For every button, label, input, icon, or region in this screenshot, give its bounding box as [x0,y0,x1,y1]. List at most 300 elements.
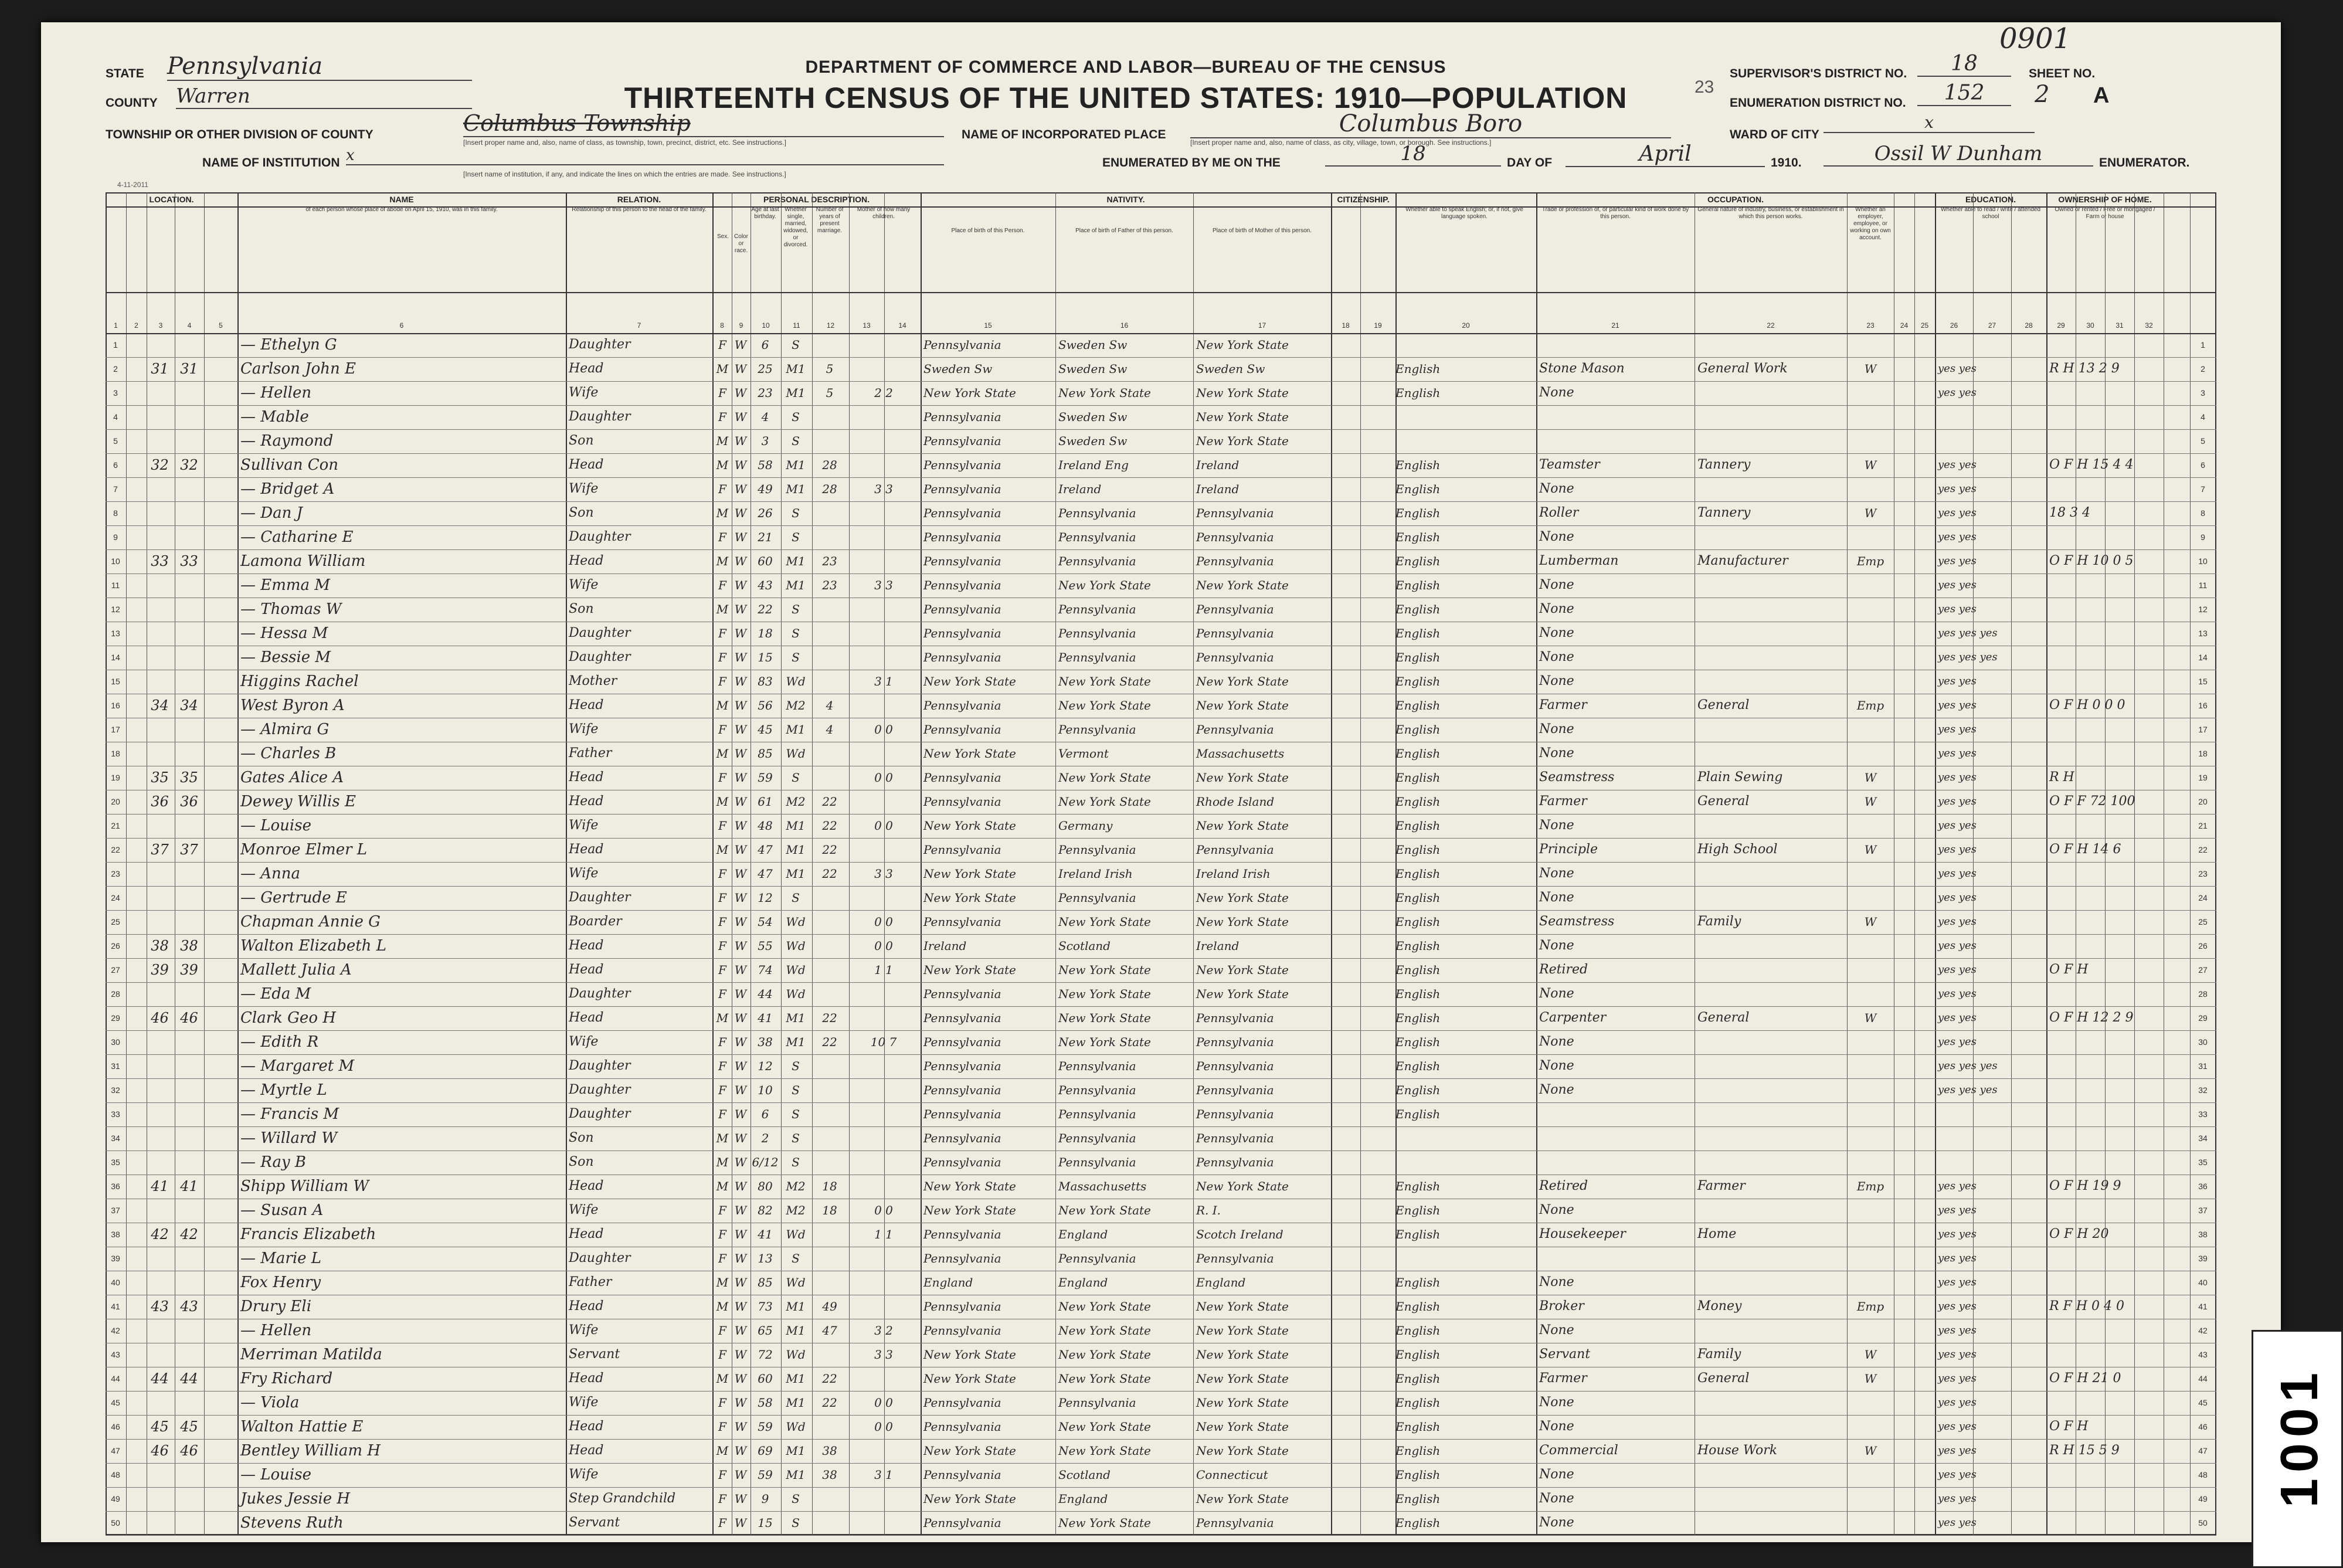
line-number: 33 [111,1109,120,1119]
table-row [106,501,2216,525]
column-number: 23 [1866,321,1875,330]
sex: F [718,1348,726,1362]
age: 47 [758,843,773,857]
table-row [106,982,2216,1006]
township-note: [Insert proper name and, also, name of class, as township, town, precinct, district, etc. See instructions.] [463,138,786,147]
education: yes yes [1938,386,1977,399]
column-number: 13 [863,321,871,330]
years-married: 38 [822,1468,837,1482]
trade: None [1539,866,1574,881]
employer-status: Emp [1856,698,1884,712]
birth-mother: New York State [1196,891,1289,905]
census-table [106,192,2216,1535]
race: W [734,843,747,857]
family-number: 33 [180,553,198,569]
marital-status: M1 [786,1323,806,1338]
relation: Wife [569,481,599,496]
trade: Commercial [1539,1443,1618,1458]
relation: Wife [569,818,599,833]
marital-status: M1 [786,1444,806,1458]
birth-mother: Pennsylvania [1196,1035,1274,1049]
marital-status: M1 [786,1468,806,1482]
line-number-right: 45 [2198,1398,2208,1407]
birth-mother: New York State [1196,1420,1289,1434]
birth-person: Pennsylvania [923,843,1001,857]
relation: Father [569,746,612,761]
person-name: — Catharine E [240,528,354,546]
column-number: 18 [1342,321,1350,330]
children: 0 0 [874,1203,893,1217]
trade: None [1539,1275,1574,1289]
person-name: — Willard W [240,1129,338,1147]
language: English [1395,771,1441,785]
person-name: — Mable [240,408,309,426]
age: 6 [761,338,769,352]
trade: None [1539,481,1574,496]
header-relation: Relationship of this person to the head of the family. [572,206,707,213]
dwelling-number: 31 [151,361,169,377]
age: 49 [758,482,773,496]
group-nativity: NATIVITY. [1106,195,1145,204]
sex: F [718,1323,726,1338]
person-name: — Ethelyn G [240,336,337,354]
person-name: Chapman Annie G [240,913,381,931]
table-row [106,453,2216,477]
relation: Step Grandchild [569,1491,676,1506]
birth-person: New York State [923,386,1016,400]
person-name: — Marie L [240,1250,322,1267]
marital-status: M1 [786,386,806,400]
column-number: 4 [187,321,192,330]
table-row [106,886,2216,910]
marital-status: S [792,1059,800,1073]
race: W [734,795,747,809]
education: yes yes [1938,459,1977,471]
marital-status: M1 [786,819,806,833]
children: 0 0 [874,939,893,953]
line-number: 2 [113,364,118,374]
person-name: Mallett Julia A [240,961,352,979]
age: 61 [758,795,773,809]
relation: Daughter [569,890,631,905]
industry: Home [1697,1227,1737,1241]
line-number-right: 13 [2198,629,2208,638]
trade: Retired [1539,962,1588,977]
column-number: 21 [1611,321,1619,330]
sex: M [716,554,729,568]
race: W [734,963,747,977]
education: yes yes yes [1938,1084,1998,1096]
line-number-right: 38 [2198,1230,2208,1239]
relation: Wife [569,1395,599,1410]
relation: Head [569,554,604,568]
birth-father: Pennsylvania [1058,1059,1136,1073]
children: 2 2 [874,386,893,400]
age: 47 [758,867,773,881]
side-number: 23 [1695,77,1714,97]
header-sex: Sex. [717,233,729,240]
birth-father: Pennsylvania [1058,1083,1136,1097]
sex: F [718,1468,726,1482]
years-married: 23 [822,554,837,568]
person-name: — Louise [240,1466,311,1484]
line-number: 32 [111,1085,120,1095]
birth-mother: Pennsylvania [1196,1516,1274,1530]
family-number: 39 [180,962,198,978]
race: W [734,771,747,785]
column-number: 28 [2025,321,2033,330]
sex: M [716,1299,729,1314]
relation: Wife [569,1323,599,1338]
birth-person: Pennsylvania [923,1083,1001,1097]
table-row [106,1439,2216,1463]
sex: F [718,530,726,544]
trade: Principle [1539,842,1598,857]
race: W [734,1492,747,1506]
race: W [734,1348,747,1362]
education: yes yes yes [1938,651,1998,663]
birth-father: New York State [1058,674,1151,688]
person-name: Bentley William H [240,1442,381,1460]
family-number: 44 [180,1370,198,1387]
sex: F [718,819,726,833]
language: English [1395,843,1441,857]
education: yes yes [1938,1300,1977,1312]
table-row [106,766,2216,790]
column-number: 2 [134,321,138,330]
line-number: 27 [111,965,120,975]
birth-mother: Pennsylvania [1196,602,1274,616]
family-number: 35 [180,769,198,786]
employer-status: Emp [1856,554,1884,568]
age: 21 [758,530,773,544]
education: yes yes [1938,1180,1977,1192]
person-name: Stevens Ruth [240,1514,344,1532]
employer-status: W [1864,843,1877,857]
group-personal: PERSONAL DESCRIPTION. [763,195,870,204]
race: W [734,338,747,352]
age: 4 [761,410,769,424]
education: yes yes [1938,531,1977,543]
relation: Head [569,794,604,809]
line-number: 35 [111,1158,120,1167]
education: yes yes [1938,1204,1977,1216]
relation: Wife [569,1467,599,1482]
line-number-right: 12 [2198,605,2208,614]
age: 54 [758,915,773,929]
dwelling-number: 35 [151,769,169,786]
marital-status: M1 [786,1035,806,1049]
line-number: 50 [111,1518,120,1528]
person-name: — Emma M [240,576,330,594]
marital-status: M2 [786,1203,806,1217]
line-number: 39 [111,1254,120,1263]
marital-status: Wd [786,915,806,929]
birth-mother: R. I. [1196,1203,1221,1217]
header-name: of each person whose place of abode on April 15, 1910, was in this family. [305,206,498,213]
sex: F [718,1227,726,1241]
birth-father: Sweden Sw [1058,410,1128,424]
trade: None [1539,578,1574,592]
marital-status: Wd [786,1227,806,1241]
birth-person: New York State [923,891,1016,905]
race: W [734,602,747,616]
race: W [734,674,747,688]
person-name: Fox Henry [240,1274,321,1291]
sex: F [718,386,726,400]
marital-status: S [792,1251,800,1265]
group-name: NAME [389,195,414,204]
relation: Head [569,1371,604,1386]
birth-father: Pennsylvania [1058,650,1136,664]
marital-status: Wd [786,746,806,761]
birth-mother: New York State [1196,698,1289,712]
trade: None [1539,1323,1574,1338]
birth-father: New York State [1058,771,1151,785]
language: English [1395,963,1441,977]
marital-status: S [792,602,800,616]
sex: M [716,1275,729,1289]
dwelling-number: 44 [151,1370,169,1387]
age: 43 [758,578,773,592]
dwelling-number: 33 [151,553,169,569]
header-years-married: Number of years of present marriage. [816,206,844,234]
line-number-right: 49 [2198,1494,2208,1503]
group-occupation: OCCUPATION. [1707,195,1764,204]
birth-person: Pennsylvania [923,602,1001,616]
trade: None [1539,385,1574,400]
trade: None [1539,746,1574,761]
birth-father: Pennsylvania [1058,554,1136,568]
column-number: 9 [739,321,743,330]
line-number-right: 11 [2198,581,2208,590]
family-number: 31 [180,361,198,377]
line-number: 45 [111,1398,120,1407]
employer-status: W [1864,1348,1877,1362]
column-number: 29 [2057,321,2065,330]
education: yes yes [1938,675,1977,687]
birth-person: New York State [923,1203,1016,1217]
state-label: STATE [106,67,144,80]
marital-status: M1 [786,867,806,881]
birth-father: Pennsylvania [1058,602,1136,616]
dwelling-number: 32 [151,457,169,473]
ownership: O F H 10 0 5 [2049,554,2134,568]
county-value: Warren [176,84,472,109]
race: W [734,458,747,472]
line-number: 21 [111,821,120,830]
township-label: TOWNSHIP OR OTHER DIVISION OF COUNTY [106,128,373,141]
birth-mother: New York State [1196,1179,1289,1193]
department-heading: DEPARTMENT OF COMMERCE AND LABOR—BUREAU OF THE CENSUS [805,57,1446,77]
years-married: 22 [822,867,837,881]
race: W [734,626,747,640]
industry: Tannery [1697,457,1751,472]
birth-mother: New York State [1196,1444,1289,1458]
column-number: 17 [1258,321,1266,330]
trade: None [1539,650,1574,664]
industry: Money [1697,1299,1742,1314]
person-name: Dewey Willis E [240,793,356,810]
marital-status: M1 [786,843,806,857]
family-number: 38 [180,938,198,954]
table-row [106,1247,2216,1271]
dwelling-number: 45 [151,1418,169,1435]
person-name: Merriman Matilda [240,1346,382,1363]
birth-person: New York State [923,746,1016,761]
race: W [734,1083,747,1097]
relation: Daughter [569,530,631,544]
line-number: 49 [111,1494,120,1503]
birth-father: Sweden Sw [1058,434,1128,448]
industry: General Work [1697,361,1788,376]
family-number: 46 [180,1443,198,1459]
line-number-right: 47 [2198,1446,2208,1455]
trade: None [1539,530,1574,544]
birth-father: New York State [1058,1420,1151,1434]
language: English [1395,1492,1441,1506]
line-number-right: 33 [2198,1109,2208,1119]
sex: M [716,506,729,520]
birth-mother: Sweden Sw [1196,362,1265,376]
age: 59 [758,1420,773,1434]
birth-person: Ireland [923,939,967,953]
enumerator-label: ENUMERATOR. [2099,156,2190,169]
education: yes yes [1938,1012,1977,1024]
race: W [734,530,747,544]
relation: Daughter [569,337,631,352]
person-name: West Byron A [240,697,345,714]
age: 59 [758,771,773,785]
sex: F [718,987,726,1001]
language: English [1395,987,1441,1001]
table-row [106,646,2216,670]
person-name: — Hellen [240,384,312,402]
education: yes yes [1938,1228,1977,1240]
birth-person: Pennsylvania [923,1035,1001,1049]
marital-status: S [792,410,800,424]
race: W [734,1396,747,1410]
race: W [734,386,747,400]
language: English [1395,1011,1441,1025]
line-number-right: 22 [2198,845,2208,854]
marital-status: Wd [786,1420,806,1434]
language: English [1395,1203,1441,1217]
birth-father: Vermont [1058,746,1109,761]
age: 18 [758,626,773,640]
age: 44 [758,987,773,1001]
trade: Farmer [1539,794,1587,809]
education: yes yes [1938,723,1977,735]
sex: F [718,1083,726,1097]
ownership: O F F 72 100 [2049,794,2135,809]
relation: Head [569,1179,604,1193]
race: W [734,506,747,520]
group-education: EDUCATION. [1965,195,2016,204]
language: English [1395,1420,1441,1434]
trade: None [1539,1515,1574,1530]
dwelling-number: 46 [151,1010,169,1026]
table-row [106,429,2216,453]
birth-father: Pennsylvania [1058,1396,1136,1410]
birth-father: England [1058,1227,1108,1241]
marital-status: S [792,1131,800,1145]
line-number: 47 [111,1446,120,1455]
sex: F [718,1107,726,1121]
line-number: 8 [113,508,118,518]
birth-father: Pennsylvania [1058,626,1136,640]
table-row [106,1102,2216,1126]
birth-person: New York State [923,1444,1016,1458]
employer-status: W [1864,458,1877,472]
table-row [106,1295,2216,1319]
employer-status: W [1864,362,1877,376]
person-name: — Susan A [240,1202,324,1219]
sex: F [718,867,726,881]
age: 41 [758,1227,773,1241]
header-industry: General nature of industry, business, or establishment in which this person works. [1697,206,1844,220]
age: 45 [758,722,773,737]
column-number: 7 [637,321,641,330]
person-name: Jukes Jessie H [240,1490,351,1508]
relation: Son [569,433,594,448]
table-row [106,1487,2216,1511]
trade: Farmer [1539,698,1587,712]
education: yes yes [1938,1468,1977,1481]
birth-mother: New York State [1196,1299,1289,1314]
birth-father: New York State [1058,1516,1151,1530]
marital-status: S [792,530,800,544]
ownership: R H 13 2 9 [2049,361,2120,376]
relation: Son [569,1155,594,1169]
birth-mother: Pennsylvania [1196,1059,1274,1073]
sex: F [718,915,726,929]
birth-mother: New York State [1196,1372,1289,1386]
education: yes yes [1938,867,1977,880]
birth-person: New York State [923,1492,1016,1506]
language: English [1395,1179,1441,1193]
education: yes yes [1938,579,1977,591]
education: yes yes [1938,915,1977,928]
table-row [106,1511,2216,1535]
marital-status: S [792,650,800,664]
table-row [106,525,2216,549]
race: W [734,819,747,833]
age: 55 [758,939,773,953]
sex: F [718,1492,726,1506]
sheet-no: 2 [2035,81,2050,108]
age: 3 [761,434,769,448]
column-number: 20 [1462,321,1470,330]
table-row [106,1463,2216,1487]
birth-mother: Pennsylvania [1196,1083,1274,1097]
line-number-right: 2 [2201,364,2205,374]
table-row [106,598,2216,622]
relation: Mother [569,674,617,688]
column-number: 24 [1900,321,1909,330]
sex: M [716,1179,729,1193]
education: yes yes [1938,555,1977,567]
birth-person: Pennsylvania [923,795,1001,809]
marital-status: M2 [786,795,806,809]
birth-father: New York State [1058,386,1151,400]
race: W [734,1468,747,1482]
birth-mother: Pennsylvania [1196,1131,1274,1145]
header-trade: Trade or profession of, or particular kind of work done by this person. [1541,206,1689,220]
table-row [106,1271,2216,1295]
relation: Head [569,1419,604,1434]
person-name: Gates Alice A [240,769,344,786]
